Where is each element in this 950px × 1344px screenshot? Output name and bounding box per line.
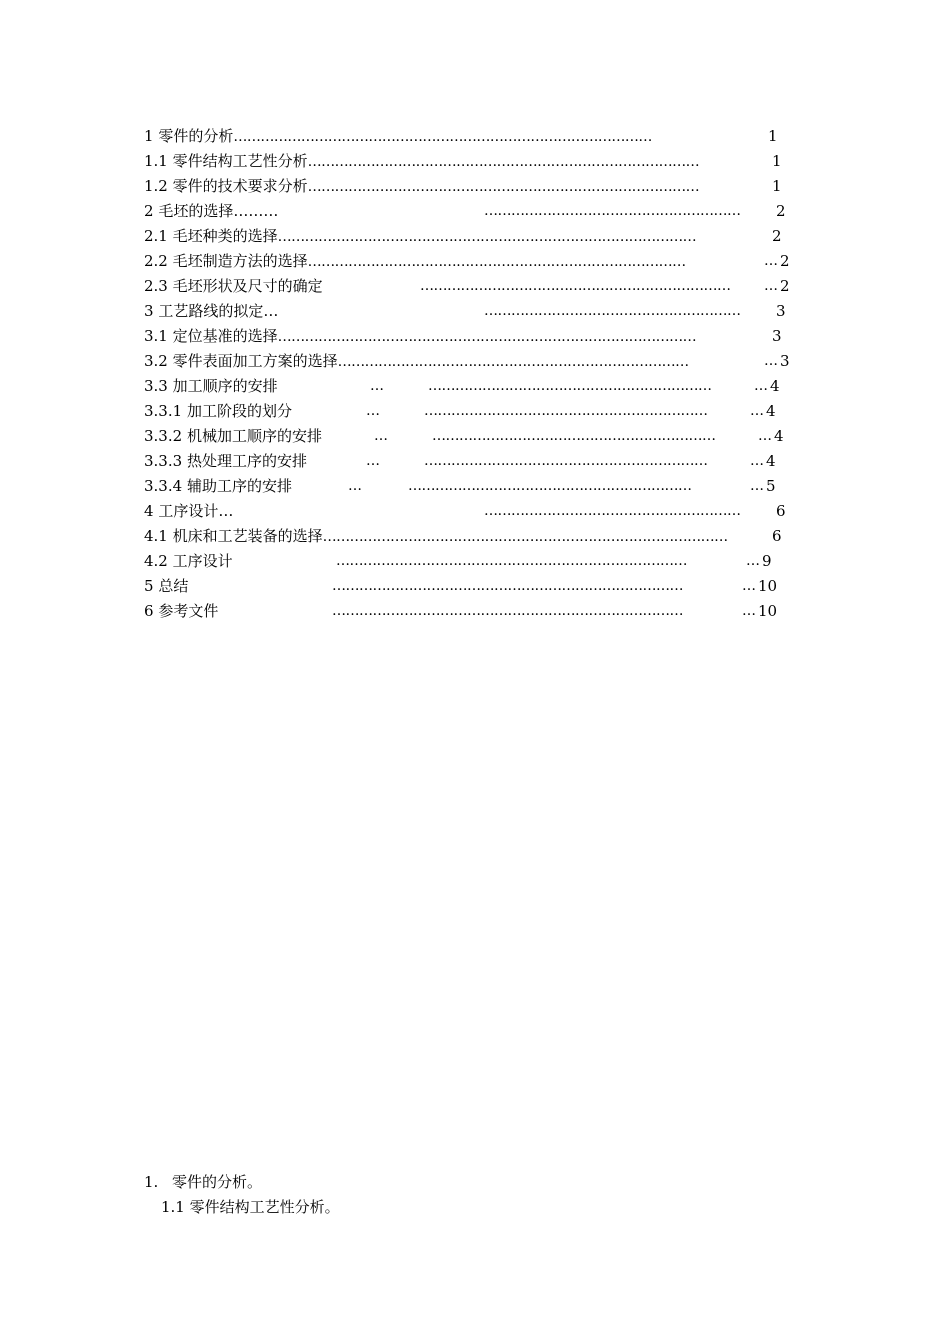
toc-entry-num: 5 <box>144 577 154 595</box>
toc-leader-dots: ……………………………………………………… <box>408 478 692 494</box>
toc-entry-num: 3.3.3 <box>144 452 183 470</box>
toc-leader-dots: …………………………………………………………………… <box>332 578 683 594</box>
toc-entry[interactable] <box>144 374 804 399</box>
toc-entry-title: 零件结构工艺性分析 <box>172 152 308 170</box>
toc-leader-dots: … <box>742 603 756 619</box>
toc-entry-num: 3.1 <box>144 327 168 345</box>
toc-entry-page: 2 <box>780 252 790 270</box>
toc-entry-num: 3.3.2 <box>144 427 183 445</box>
toc-leader-dots: …………………………………………………………………………… <box>307 179 700 195</box>
toc-leader-dots: … <box>750 478 764 494</box>
toc-entry[interactable] <box>144 299 804 324</box>
toc-entry-title: 工艺路线的拟定… <box>158 302 279 320</box>
toc-entry-title: 毛坯形状及尺寸的确定 <box>172 277 323 295</box>
section-heading <box>144 1170 804 1195</box>
toc-entry-page: 6 <box>776 502 786 520</box>
toc-leader-dots: … <box>764 278 778 294</box>
toc-leader-dots: … <box>764 353 778 369</box>
toc-entry[interactable] <box>144 449 804 474</box>
toc-entry[interactable] <box>144 599 804 624</box>
toc-entry-title: 机床和工艺装备的选择 <box>172 527 323 545</box>
toc-entry[interactable] <box>144 349 804 374</box>
toc-entry[interactable] <box>144 524 804 549</box>
section-number: 1. <box>144 1173 159 1191</box>
toc-entry[interactable] <box>144 324 804 349</box>
toc-entry-page: 4 <box>774 427 784 445</box>
toc-entry-page: 3 <box>780 352 790 370</box>
toc-entry-title: 毛坯种类的选择 <box>172 227 278 245</box>
toc-entry[interactable] <box>144 249 804 274</box>
toc-leader-dots: ……………………………………………………… <box>424 403 708 419</box>
toc-entry-page: 2 <box>780 277 790 295</box>
toc-leader-dots: ……………………………………………………………………………… <box>322 529 728 545</box>
toc-entry[interactable] <box>144 399 804 424</box>
toc-leader-dots: ………………………………………………………………………………… <box>277 329 697 345</box>
toc-entry-page: 4 <box>766 402 776 420</box>
toc-leader-dots: ……………………………………………………… <box>428 378 712 394</box>
toc-entry-num: 4.1 <box>144 527 168 545</box>
toc-entry[interactable] <box>144 174 804 199</box>
toc-leader-dots: ………………………………………………… <box>484 303 741 319</box>
toc-entry-num: 3.3.1 <box>144 402 183 420</box>
toc-entry[interactable] <box>144 199 804 224</box>
toc-entry[interactable] <box>144 224 804 249</box>
toc-entry-num: 1.2 <box>144 177 168 195</box>
toc-leader-dots: ………………………………………………………………………………… <box>277 229 697 245</box>
toc-entry-num: 1 <box>144 127 154 145</box>
toc-entry-title: 加工顺序的安排 <box>172 377 278 395</box>
toc-entry-page: 2 <box>776 202 786 220</box>
toc-entry-num: 1.1 <box>144 152 168 170</box>
toc-leader-dots: ………………………………………………… <box>484 503 741 519</box>
table-of-contents <box>144 124 804 624</box>
toc-leader-dots: ………………………………………………………………………………… <box>233 129 652 145</box>
toc-leader-dots: …………………………………………………………………………… <box>307 154 700 170</box>
toc-leader-dots: … <box>750 403 764 419</box>
toc-entry-title: 总结 <box>158 577 189 595</box>
toc-entry-title: 机械加工顺序的安排 <box>186 427 322 445</box>
toc-leader-dots: … <box>750 453 764 469</box>
toc-entry-title: 零件表面加工方案的选择 <box>172 352 338 370</box>
toc-leader-dots: …………………………………………………………………… <box>337 354 689 370</box>
toc-entry-title: 热处理工序的安排 <box>186 452 307 470</box>
toc-entry-num: 3.3 <box>144 377 168 395</box>
toc-leader-dots: … <box>348 478 362 494</box>
toc-leader-dots: … <box>374 428 388 444</box>
toc-entry-num: 2.1 <box>144 227 168 245</box>
toc-entry-page: 3 <box>776 302 786 320</box>
toc-entry-page: 6 <box>772 527 782 545</box>
toc-entry-page: 10 <box>758 577 778 595</box>
toc-entry-page: 9 <box>762 552 772 570</box>
toc-entry[interactable] <box>144 124 804 149</box>
toc-leader-dots: ………………………………………………………………………… <box>307 254 686 270</box>
toc-entry-num: 3.3.4 <box>144 477 183 495</box>
toc-entry-page: 1 <box>768 127 778 145</box>
toc-entry-title: 辅助工序的安排 <box>186 477 292 495</box>
toc-leader-dots: ……………………………………………………… <box>424 453 708 469</box>
toc-entry-page: 2 <box>772 227 782 245</box>
toc-leader-dots: … <box>746 553 760 569</box>
toc-entry-title: 零件的分析 <box>158 127 234 145</box>
toc-entry-num: 2.2 <box>144 252 168 270</box>
toc-entry-title: 毛坯制造方法的选择 <box>172 252 308 270</box>
toc-entry-title: 定位基准的选择 <box>172 327 278 345</box>
toc-leader-dots: … <box>370 378 384 394</box>
toc-leader-dots: …………………………………………………………………… <box>336 553 687 569</box>
toc-entry[interactable] <box>144 149 804 174</box>
toc-entry-title: 加工阶段的划分 <box>186 402 292 420</box>
toc-entry[interactable] <box>144 549 804 574</box>
toc-leader-dots: … <box>764 253 778 269</box>
toc-entry-num: 2 <box>144 202 154 220</box>
section-title: 零件的分析。 <box>172 1173 263 1191</box>
toc-leader-dots: ……………………………………………………… <box>432 428 716 444</box>
toc-entry-title: 工序设计 <box>172 552 233 570</box>
toc-entry[interactable] <box>144 499 804 524</box>
toc-entry-num: 3 <box>144 302 154 320</box>
toc-entry-num: 4 <box>144 502 154 520</box>
toc-entry-page: 5 <box>766 477 776 495</box>
toc-entry-page: 4 <box>766 452 776 470</box>
toc-entry[interactable] <box>144 424 804 449</box>
toc-entry-num: 2.3 <box>144 277 168 295</box>
toc-entry-num: 3.2 <box>144 352 168 370</box>
toc-leader-dots: …………………………………………………………… <box>420 278 731 294</box>
toc-entry-page: 10 <box>758 602 778 620</box>
toc-entry[interactable] <box>144 574 804 599</box>
toc-leader-dots: … <box>742 578 756 594</box>
toc-leader-dots: … <box>754 378 768 394</box>
toc-entry[interactable] <box>144 474 804 499</box>
toc-entry[interactable] <box>144 274 804 299</box>
document-body <box>144 1170 804 1220</box>
toc-entry-title: 参考文件 <box>158 602 219 620</box>
subsection-heading: 1.1 零件结构工艺性分析。 <box>161 1198 340 1216</box>
toc-entry-title: 零件的技术要求分析 <box>172 177 308 195</box>
toc-entry-num: 4.2 <box>144 552 168 570</box>
toc-entry-num: 6 <box>144 602 154 620</box>
toc-leader-dots: … <box>366 403 380 419</box>
toc-leader-dots: ………………………………………………… <box>484 203 741 219</box>
toc-entry-page: 3 <box>772 327 782 345</box>
toc-entry-title: 毛坯的选择……… <box>158 202 279 220</box>
toc-entry-page: 1 <box>772 152 782 170</box>
toc-leader-dots: …………………………………………………………………… <box>332 603 683 619</box>
toc-leader-dots: … <box>366 453 380 469</box>
toc-leader-dots: … <box>758 428 772 444</box>
toc-entry-title: 工序设计… <box>158 502 234 520</box>
toc-entry-page: 1 <box>772 177 782 195</box>
toc-entry-page: 4 <box>770 377 780 395</box>
